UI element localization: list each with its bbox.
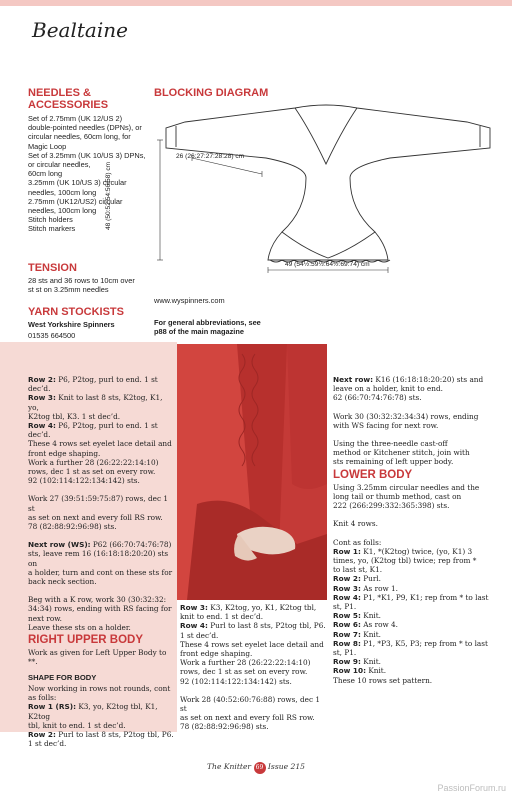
text-line: Work 28 (40:52:60:76:88) rows, dec 1 st: [180, 694, 321, 714]
text-line: Knit 4 rows.: [333, 519, 378, 529]
stockists-heading: YARN STOCKISTS: [28, 306, 124, 318]
text-line: Now working in rows not rounds, cont: [28, 683, 171, 693]
text-line: Work a further 28 (26:22:22:14:10): [28, 457, 159, 467]
text-line: 1 st dec’d.: [28, 739, 67, 749]
text-line: Row 2: Purl to last 8 sts, P2tog tbl, P6.: [28, 729, 174, 739]
text-line: next row.: [28, 613, 62, 623]
text-line: Row 9: Knit.: [333, 657, 381, 667]
text-line: as set on next and every foll RS row.: [28, 512, 163, 522]
col3-paragraph-3: [333, 439, 493, 467]
col2-paragraph-2: [180, 695, 328, 732]
sweater-photo: [177, 344, 327, 600]
col1-paragraph-1: [28, 375, 174, 485]
text-line: as folls:: [28, 693, 57, 703]
text-line: Row 2: P6, P2tog, purl to end. 1 st dec’d.: [28, 375, 158, 394]
text-line: Row 2: Purl.: [333, 574, 381, 584]
col3-paragraph-4: [333, 483, 493, 511]
text-line: with WS facing for next row.: [333, 420, 439, 430]
tension-line: 28 sts and 36 rows to 10cm over: [28, 276, 135, 285]
text-line: back neck section.: [28, 577, 97, 587]
text-line: Row 3: K3, K2tog, yo, K1, K2tog tbl,: [180, 603, 317, 612]
text-line: front edge shaping.: [180, 649, 253, 659]
needles-line: double-pointed needles (DPNs), or: [28, 123, 142, 133]
needles-line: 2.75mm (UK12/US2) circular: [28, 196, 123, 206]
text-line: Next row (WS): P62 (66:70:74:76:78): [28, 540, 172, 550]
needles-line: Stitch holders: [28, 215, 73, 225]
magazine-name: The Knitter: [206, 762, 252, 771]
page-footer: [0, 762, 512, 774]
pattern-title: Bealtaine: [32, 18, 128, 42]
abbreviations-line-2: p88 of the main magazine: [154, 327, 244, 337]
instructions-column-1: [28, 375, 174, 748]
needles-line: 60cm long: [28, 169, 63, 179]
needles-list: [28, 114, 150, 234]
text-line: Row 8: P1, *P3, K5, P3; rep from * to last: [333, 638, 488, 648]
needles-section: [28, 87, 150, 234]
abbreviations-line-1: For general abbreviations, see: [154, 318, 261, 327]
tension-section: [28, 262, 150, 294]
tension-text: [28, 276, 150, 294]
top-accent-bar: [0, 0, 512, 6]
text-line: Row 1: K1, *(K2tog) twice, (yo, K1) 3: [333, 546, 473, 556]
right-upper-body-heading: RIGHT UPPER BODY: [28, 634, 144, 647]
lower-body-heading: LOWER BODY: [333, 468, 413, 481]
text-line: 78 (82:88:92:96:98) sts.: [180, 722, 269, 732]
height-measurement: 48 (50:52:54:56:58) cm: [105, 161, 112, 230]
text-line: Row 3: As row 1.: [333, 583, 398, 593]
col3-paragraph-1: [333, 375, 493, 403]
needles-line: needles, 100cm long: [28, 206, 97, 216]
sleeve-measurement: 26 (26:27:27:28:28) cm: [176, 153, 245, 160]
text-line: Cont as folls:: [333, 537, 382, 547]
text-line: st, P1.: [333, 648, 357, 658]
text-line: front edge shaping.: [28, 448, 101, 458]
text-line: These 10 rows set pattern.: [333, 675, 433, 685]
text-line: 62 (66:70:74:76:78) sts.: [333, 393, 422, 403]
text-line: Work 30 (30:32:32:34:34) rows, ending: [333, 411, 479, 421]
needles-line: Set of 3.25mm (UK 10/US 3) DPNs,: [28, 150, 146, 160]
col1-paragraph-6: [28, 684, 174, 748]
text-line: sts, leave rem 16 (16:18:18:20:20) sts on: [28, 549, 169, 568]
page-number: 69: [254, 762, 266, 774]
instructions-column-3: [333, 375, 493, 685]
text-line: leave on a holder, knit to end.: [333, 384, 443, 394]
text-line: Using 3.25mm circular needles and the: [333, 482, 480, 492]
abbreviations-note: [154, 318, 261, 336]
text-line: Row 3: Knit to last 8 sts, K2tog, K1, yo,: [28, 393, 163, 412]
text-line: times, yo, (K2tog tbl) twice; rep from *: [333, 556, 477, 566]
col3-paragraph-5: [333, 519, 493, 528]
col1-paragraph-2: [28, 494, 174, 531]
text-line: These 4 rows set eyelet lace detail and: [180, 639, 324, 649]
issue-number: Issue 215: [267, 762, 306, 771]
text-line: long tail or thumb method, cast on: [333, 492, 462, 502]
text-line: Work as given for Left Upper Body to **.: [28, 648, 167, 667]
text-line: rows, dec 1 st as set on every row.: [28, 467, 156, 477]
text-line: Next row: K16 (16:18:18:20:20) sts and: [333, 375, 484, 384]
watermark: PassionForum.ru: [437, 783, 506, 793]
blocking-diagram: [150, 100, 502, 280]
needles-line: needles, 100cm long: [28, 187, 97, 197]
instructions-column-2: [180, 603, 328, 732]
text-line: Row 7: Knit.: [333, 629, 381, 639]
text-line: Work a further 28 (26:22:22:14:10): [180, 658, 311, 668]
text-line: st, P1.: [333, 602, 357, 612]
text-line: a holder, turn and cont on these sts for: [28, 567, 173, 577]
text-line: sts remaining of left upper body.: [333, 457, 454, 467]
text-line: 222 (266:299:332:365:398) sts.: [333, 501, 450, 511]
text-line: 34:34) rows, ending with RS facing for: [28, 604, 172, 614]
text-line: as set on next and every foll RS row.: [180, 713, 315, 723]
diagram-heading: BLOCKING DIAGRAM: [154, 87, 269, 99]
needles-line: Set of 2.75mm (UK 12/US 2): [28, 114, 123, 123]
text-line: Row 6: As row 4.: [333, 620, 398, 630]
needles-line: Stitch markers: [28, 224, 76, 234]
text-line: 92 (102:114:122:134:142) sts.: [28, 476, 140, 486]
needles-line: or circular needles,: [28, 160, 91, 170]
text-line: Work 27 (39:51:59:75:87) rows, dec 1 st: [28, 494, 169, 513]
text-line: 78 (82:88:92:96:98) sts.: [28, 522, 117, 532]
text-line: These 4 rows set eyelet lace detail and: [28, 439, 172, 449]
stockist-website[interactable]: www.wyspinners.com: [154, 296, 225, 305]
text-line: Leave these sts on a holder.: [28, 622, 131, 632]
text-line: 1 st dec’d.: [180, 630, 219, 640]
text-line: K2tog tbl, K3. 1 st dec’d.: [28, 411, 121, 421]
shape-for-body-heading: SHAPE FOR BODY: [28, 672, 97, 682]
tension-line: st st on 3.25mm needles: [28, 285, 109, 295]
col3-paragraph-2: [333, 412, 493, 430]
stockist-name: West Yorkshire Spinners: [28, 320, 115, 329]
text-line: method or Kitchener stitch, join with: [333, 448, 470, 458]
needles-line: circular needles, 60cm long, for: [28, 132, 131, 142]
col1-paragraph-4: [28, 595, 174, 632]
stockist-phone: 01535 664500: [28, 331, 76, 341]
text-line: rows, dec 1 st as set on every row.: [180, 667, 308, 677]
text-line: knit to end. 1 st dec’d.: [180, 612, 264, 622]
text-line: Row 1 (RS): K3, yo, K2tog tbl, K1, K2tog: [28, 702, 158, 721]
text-line: Row 4: Purl to last 8 sts, P2tog tbl, P6.: [180, 621, 326, 631]
text-line: Using the three-needle cast-off: [333, 439, 448, 449]
stockists-section: [28, 306, 150, 340]
text-line: Row 10: Knit.: [333, 666, 387, 676]
col1-paragraph-5: [28, 648, 174, 666]
text-line: tbl, knit to end. 1 st dec’d.: [28, 720, 126, 730]
col2-paragraph-1: [180, 603, 328, 686]
width-measurement: 49 (54½:59½:64½:69:74) cm: [285, 261, 370, 268]
col1-paragraph-3: [28, 540, 174, 586]
needles-line: Magic Loop: [28, 141, 67, 151]
text-line: Row 4: P6, P2tog, purl to end. 1 st dec’d.: [28, 421, 158, 440]
tension-heading: TENSION: [28, 262, 77, 274]
text-line: Row 4: P1, *K1, P9, K1; rep from * to last: [333, 592, 489, 602]
needles-heading: NEEDLES & ACCESSORIES: [28, 87, 109, 111]
col3-paragraph-6: [333, 538, 493, 685]
needles-line: 3.25mm (UK 10/US 3) circular: [28, 178, 127, 188]
text-line: Row 5: Knit.: [333, 611, 381, 621]
text-line: 92 (102:114:122:134:142) sts.: [180, 676, 292, 686]
text-line: to last st, K1.: [333, 565, 383, 575]
text-line: Beg with a K row, work 30 (30:32:32:: [28, 595, 167, 605]
